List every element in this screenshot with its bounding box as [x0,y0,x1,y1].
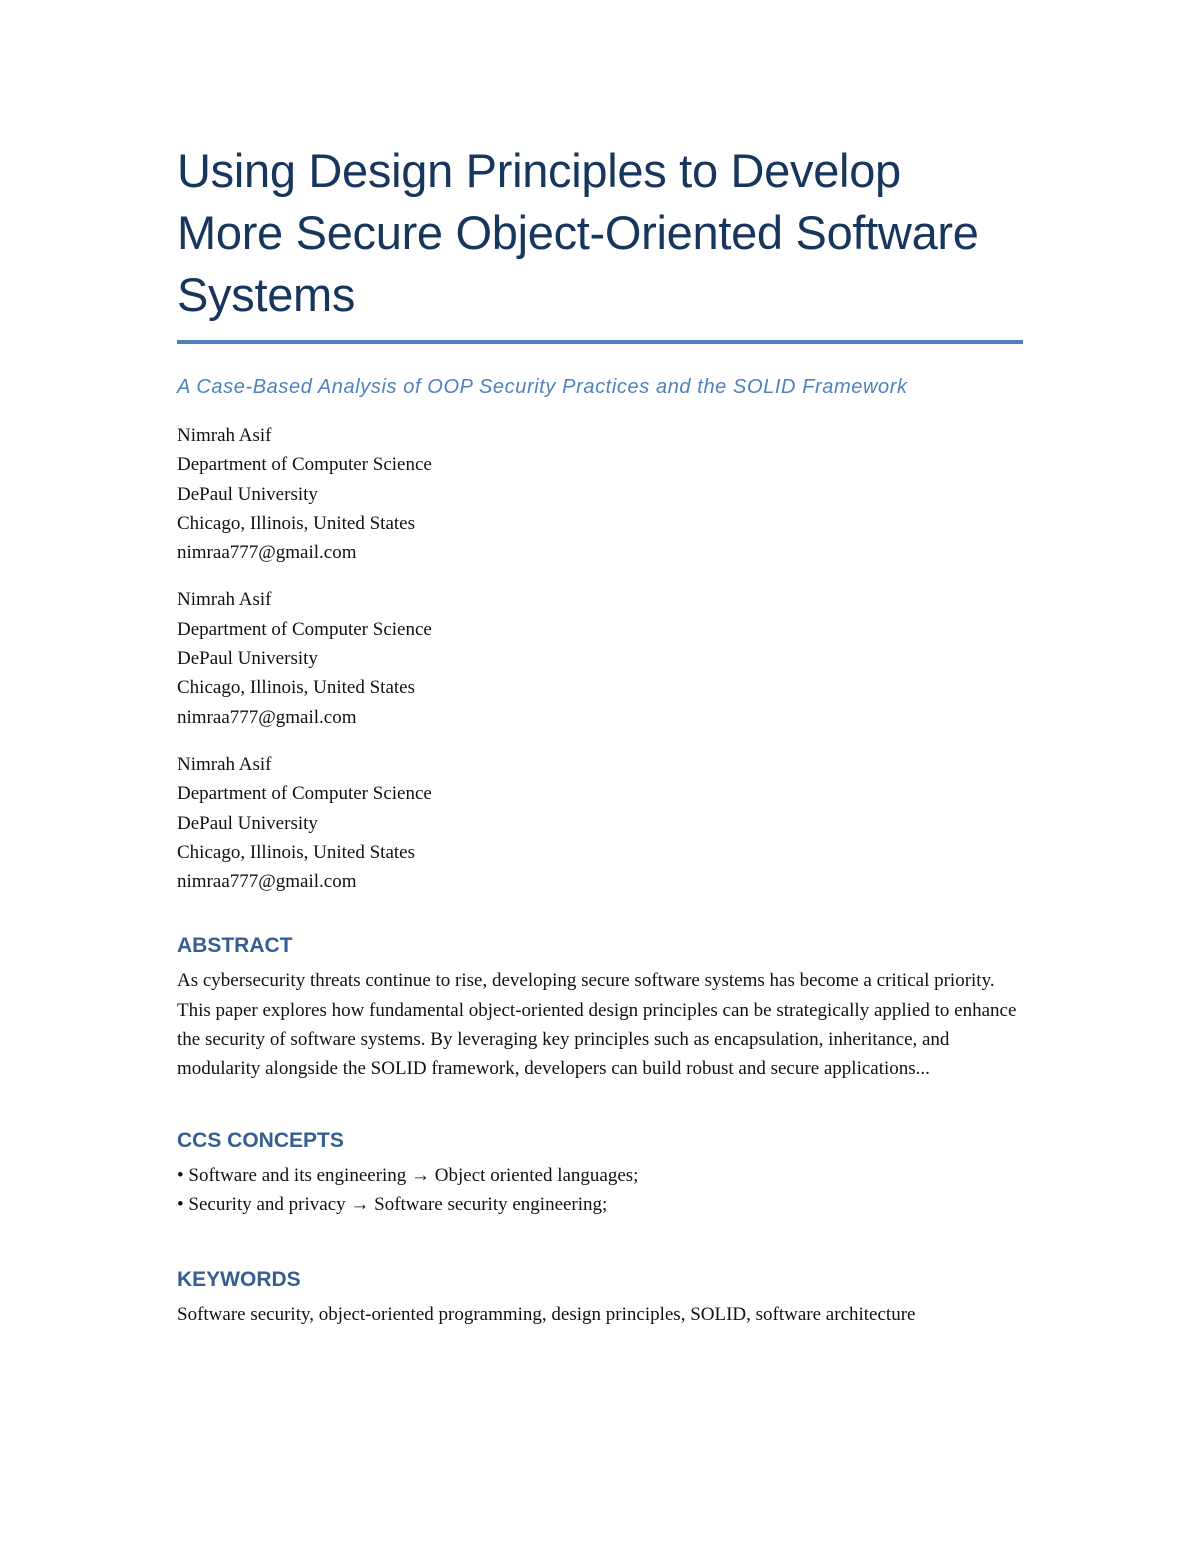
author-location: Chicago, Illinois, United States [177,512,416,534]
keywords-heading: KEYWORDS [177,1267,301,1291]
title-line-3: Systems [177,268,356,321]
ccs-heading: CCS CONCEPTS [177,1129,344,1153]
author-list [177,421,1025,896]
paper-title [177,140,1025,326]
author-block [177,750,1025,896]
ccs-list [177,1161,1025,1219]
author-university: DePaul University [177,812,318,834]
author-department: Department of Computer Science [177,454,432,476]
title-line-2: More Secure Object-Oriented Software [177,206,979,259]
author-location: Chicago, Illinois, United States [177,841,416,863]
ccs-item: • Security and privacy → Software security engineering; [177,1194,608,1216]
author-email: nimraa777@gmail.com [177,542,357,564]
paper-subtitle: A Case-Based Analysis of OOP Security Practices and the SOLID Framework [177,376,908,398]
title-divider [177,340,1023,344]
title-line-1: Using Design Principles to Develop [177,144,901,197]
abstract-section [177,934,1025,1083]
author-block [177,585,1025,731]
ccs-concepts-section [177,1129,1025,1219]
abstract-text: As cybersecurity threats continue to rise, developing secure software systems has become a critical priority. This paper explores how fundamental object-oriented design principles can be strategically applied to enhance the security of software systems. By leveraging key principles such as encapsulation, inheritance, and modularity alongside the SOLID framework, developers can build robust and secure applications... [177,970,1017,1080]
author-university: DePaul University [177,648,318,670]
author-department: Department of Computer Science [177,618,432,640]
author-email: nimraa777@gmail.com [177,871,357,893]
author-block [177,421,1025,567]
paper-page [177,140,1025,1329]
author-university: DePaul University [177,483,318,505]
keywords-text: Software security, object-oriented programming, design principles, SOLID, software architecture [177,1303,916,1325]
author-email: nimraa777@gmail.com [177,706,357,728]
author-department: Department of Computer Science [177,783,432,805]
ccs-item: • Software and its engineering → Object oriented languages; [177,1165,639,1187]
author-name: Nimrah Asif [177,425,272,446]
author-location: Chicago, Illinois, United States [177,677,416,699]
keywords-section [177,1268,1025,1329]
author-name: Nimrah Asif [177,753,272,775]
author-name: Nimrah Asif [177,589,272,611]
abstract-heading: ABSTRACT [177,934,293,958]
